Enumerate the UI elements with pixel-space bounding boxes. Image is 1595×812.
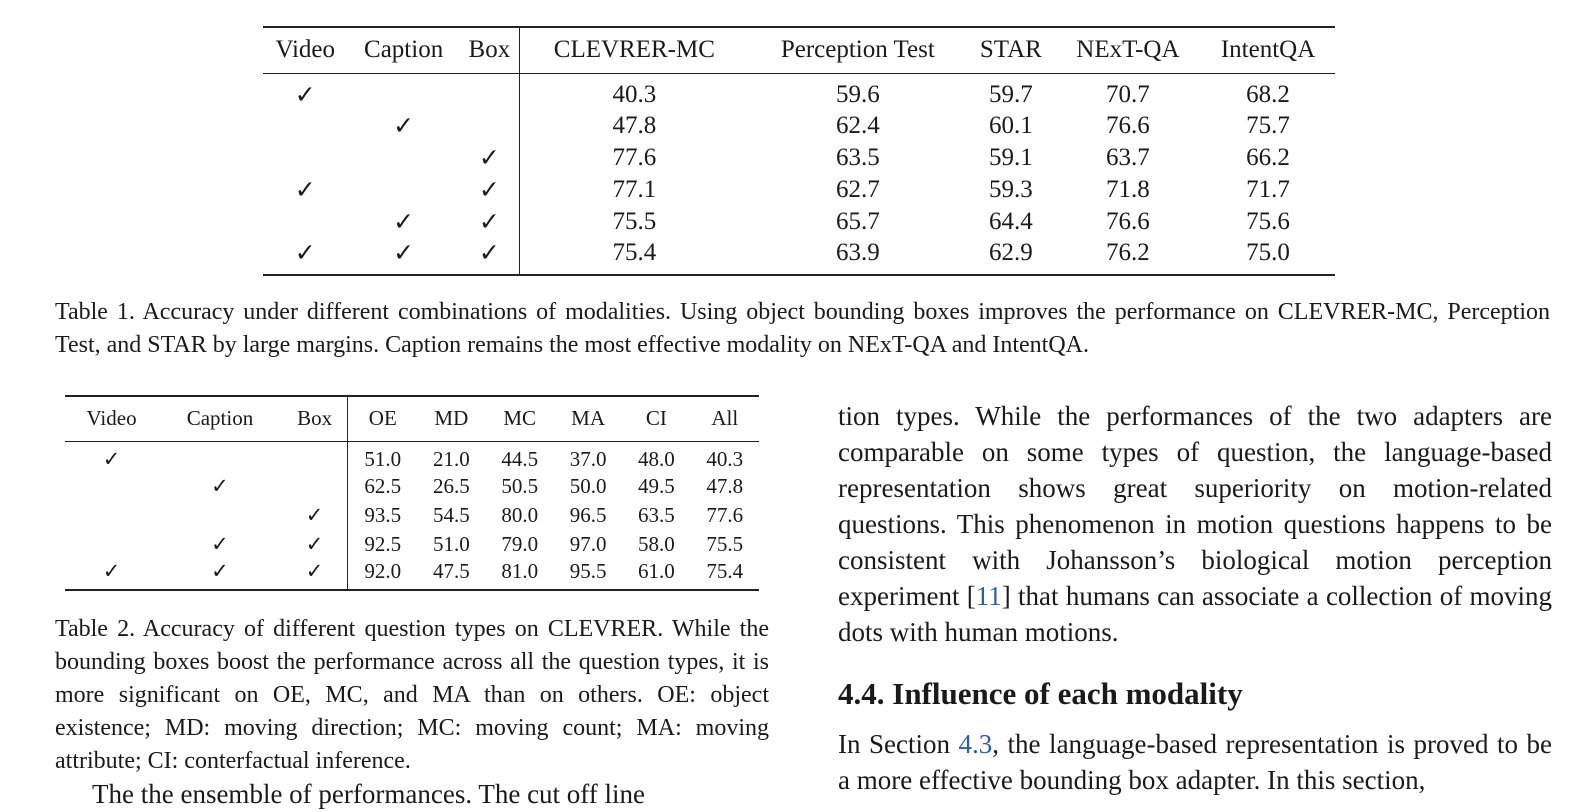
- table-row: [263, 238, 1335, 275]
- table1-header-row: [263, 27, 1335, 73]
- right-column: [838, 398, 1552, 798]
- table-row: [263, 206, 1335, 238]
- table-cell: 44.5: [501, 446, 539, 471]
- table-cell: 63.5: [835, 143, 880, 171]
- table2-header-cell: MC: [503, 406, 537, 431]
- table-row: [263, 110, 1335, 142]
- table1-header-cell: Video: [275, 36, 336, 64]
- table-row: [65, 441, 759, 472]
- table-cell: [460, 73, 520, 110]
- table-cell: 92.5: [364, 531, 402, 556]
- table1-header-cell: Perception Test: [780, 36, 935, 64]
- table2-header-cell: MA: [571, 406, 605, 431]
- table-cell: [348, 142, 460, 174]
- checkmark-icon: ✓: [102, 558, 121, 583]
- table-row: [65, 559, 759, 590]
- table-cell: [65, 501, 158, 530]
- table-cell: 61.0: [638, 558, 675, 583]
- table-row: [65, 501, 759, 530]
- table-cell: 40.3: [706, 446, 744, 471]
- table-cell: 40.3: [612, 80, 657, 108]
- table-cell: [158, 441, 282, 472]
- table-cell: 21.0: [432, 446, 470, 471]
- table-cell: 76.6: [1106, 111, 1150, 139]
- checkmark-icon: ✓: [102, 446, 121, 471]
- table-cell: 75.5: [612, 207, 657, 235]
- checkmark-icon: ✓: [460, 238, 520, 275]
- paragraph-text: tion types. While the performances of the two adapters are comparable on some types of question, the language-based representation shows great superiority on motion-related questions. This phenomenon in motion questions happens to be consistent with Johansson’s biological motion perception experiment [: [838, 401, 1552, 611]
- table-row: [263, 142, 1335, 174]
- checkmark-icon: ✓: [294, 81, 316, 109]
- table-cell: 75.4: [612, 238, 657, 266]
- table-cell: 37.0: [569, 446, 607, 471]
- table-cell: 96.5: [569, 502, 607, 527]
- checkmark-icon: ✓: [294, 239, 316, 267]
- table-cell: 77.6: [706, 502, 744, 527]
- table-cell: [158, 501, 282, 530]
- table-cell: 76.2: [1106, 238, 1150, 266]
- table-cell: 75.6: [1246, 207, 1290, 235]
- checkmark-icon: ✓: [460, 174, 520, 206]
- table2-header-cell: OE: [368, 406, 397, 431]
- cut-off-body-text: The the ensemble of performances. The cut off line: [92, 779, 646, 809]
- table-cell: 49.5: [638, 473, 675, 498]
- table-cell: [348, 73, 460, 110]
- table-cell: 48.0: [638, 446, 675, 471]
- table-row: [65, 530, 759, 559]
- checkmark-icon: ✓: [282, 530, 348, 559]
- table-cell: 92.0: [364, 558, 402, 583]
- table-cell: [460, 110, 520, 142]
- table1-body: [263, 73, 1335, 275]
- table-cell: 58.0: [638, 531, 675, 556]
- checkmark-icon: ✓: [393, 208, 415, 236]
- table-cell: 64.4: [988, 207, 1033, 235]
- table1-header-cell: NExT-QA: [1076, 36, 1180, 64]
- table-cell: 62.9: [988, 238, 1033, 266]
- table-cell: [65, 472, 158, 501]
- table-cell: 93.5: [364, 502, 402, 527]
- table-cell: [282, 441, 348, 472]
- table1-header-cell: CLEVRER-MC: [553, 36, 715, 64]
- paragraph-text: , the language-based representation is proved to be a more effective bounding box adapter. In this section,: [838, 729, 1552, 795]
- results-table-1: [263, 26, 1335, 276]
- table-cell: [348, 174, 460, 206]
- table-cell: 50.5: [501, 473, 539, 498]
- table2-header-cell: Caption: [186, 406, 254, 431]
- table1-header-cell: Caption: [364, 36, 444, 64]
- table-cell: 81.0: [501, 558, 539, 583]
- table-cell: 54.5: [432, 502, 470, 527]
- table-cell: 59.7: [988, 80, 1033, 108]
- table2-header-cell: Video: [86, 406, 137, 431]
- checkmark-icon: ✓: [393, 112, 415, 140]
- table-cell: 51.0: [364, 446, 402, 471]
- table-cell: 62.5: [364, 473, 402, 498]
- table-cell: 65.7: [835, 207, 880, 235]
- table-cell: 59.3: [988, 175, 1033, 203]
- table-cell: [263, 110, 348, 142]
- table-cell: [263, 206, 348, 238]
- table-cell: 63.7: [1106, 143, 1150, 171]
- table1-header-cell: IntentQA: [1220, 36, 1316, 64]
- table-cell: 76.6: [1106, 207, 1150, 235]
- checkmark-icon: ✓: [211, 531, 229, 556]
- table-cell: 62.4: [835, 111, 880, 139]
- checkmark-icon: ✓: [282, 559, 348, 590]
- table-cell: 59.6: [835, 80, 880, 108]
- table-cell: 80.0: [501, 502, 539, 527]
- table-row: [263, 73, 1335, 110]
- table-cell: 68.2: [1246, 80, 1290, 108]
- table-cell: 77.6: [612, 143, 657, 171]
- paragraph-text: ] that humans can associate a collection of moving dots with human motions.: [838, 581, 1552, 647]
- checkmark-icon: ✓: [460, 142, 520, 174]
- table-cell: 66.2: [1246, 143, 1290, 171]
- checkmark-icon: ✓: [282, 501, 348, 530]
- table-cell: [65, 530, 158, 559]
- table-cell: 77.1: [612, 175, 657, 203]
- table-cell: 63.5: [638, 502, 675, 527]
- table2-body: [65, 441, 759, 590]
- table2-header-cell: All: [711, 406, 739, 431]
- table-cell: 62.7: [835, 175, 880, 203]
- table-cell: 79.0: [501, 531, 539, 556]
- table-cell: 26.5: [432, 473, 470, 498]
- checkmark-icon: ✓: [393, 239, 415, 267]
- table-cell: 71.8: [1106, 175, 1150, 203]
- checkmark-icon: ✓: [460, 206, 520, 238]
- table-cell: 75.7: [1246, 111, 1290, 139]
- table-cell: 50.0: [569, 473, 607, 498]
- checkmark-icon: ✓: [211, 558, 229, 583]
- table-cell: 47.8: [706, 473, 744, 498]
- table2-header-cell: CI: [645, 406, 667, 431]
- table-cell: 59.1: [988, 143, 1033, 171]
- body-paragraph-1: [838, 398, 1552, 650]
- table1-caption: Table 1. Accuracy under different combinations of modalities. Using object bounding boxes improves the performance on CLEVRER-MC, Perception Test, and STAR by large margins. Caption remains the most effective modality on NExT-QA and IntentQA.: [55, 299, 1550, 358]
- table-cell: 47.5: [432, 558, 470, 583]
- table-cell: 95.5: [569, 558, 607, 583]
- citation-link[interactable]: 11: [975, 581, 1002, 611]
- checkmark-icon: ✓: [211, 473, 229, 498]
- table1-header-cell: Box: [460, 27, 520, 73]
- paragraph-text: In Section: [838, 729, 959, 759]
- table2-header-cell: Box: [282, 396, 348, 441]
- table-cell: 51.0: [432, 531, 470, 556]
- checkmark-icon: ✓: [294, 176, 316, 204]
- table-cell: 70.7: [1106, 80, 1150, 108]
- table-cell: 97.0: [569, 531, 607, 556]
- table-row: [263, 174, 1335, 206]
- table-cell: 75.0: [1246, 238, 1290, 266]
- table-row: [65, 472, 759, 501]
- table-cell: 71.7: [1246, 175, 1290, 203]
- section-heading: 4.4. Influence of each modality: [838, 676, 1243, 711]
- body-paragraph-2: [838, 726, 1552, 798]
- table-cell: 75.5: [706, 531, 744, 556]
- table2-header-cell: MD: [434, 406, 469, 431]
- table2-header-row: [65, 396, 759, 441]
- table-cell: 63.9: [835, 238, 880, 266]
- section-reference-link[interactable]: 4.3: [958, 729, 993, 759]
- table2-caption: Table 2. Accuracy of different question types on CLEVRER. While the bounding boxes boost the performance across all the question types, it is more significant on OE, MC, and MA than on others. OE: object existence; MD: moving direction; MC: moving count; MA: moving attribute; CI: conterfactual inference.: [55, 616, 769, 774]
- table-cell: 60.1: [988, 111, 1033, 139]
- table-cell: 75.4: [706, 558, 744, 583]
- table-cell: [263, 142, 348, 174]
- table1-header-cell: STAR: [979, 36, 1042, 64]
- table-cell: [282, 472, 348, 501]
- table-cell: 47.8: [612, 111, 657, 139]
- results-table-2: [65, 395, 759, 591]
